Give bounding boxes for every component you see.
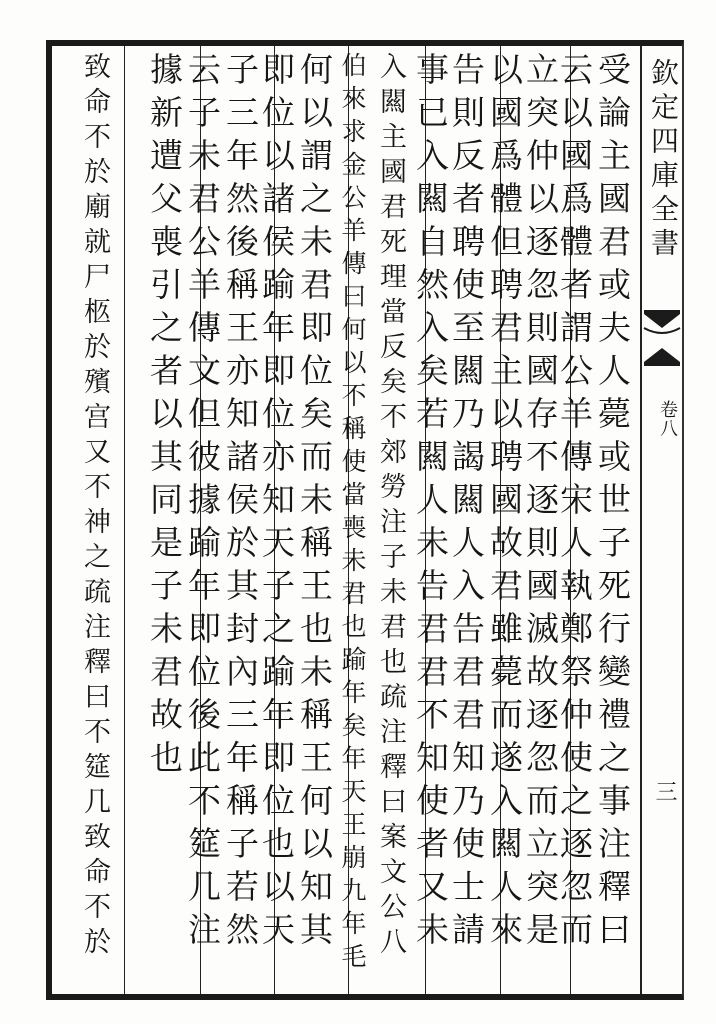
text-column-11: 子三年然後稱王亦知諸侯於其封內三年稱子若然 (221, 52, 260, 955)
text-column-2: 云以國爲體者謂公羊傳宋人執鄭祭仲使之逐忽而 (555, 52, 594, 955)
column-rule (124, 46, 125, 994)
text-column-7: 入闗主國君死理當反矣不郊勞注子未君也疏注釋曰案文公八 (375, 52, 406, 962)
text-column-3: 立突仲以逐忽則國存不逐則國滅故逐忽而立突是 (521, 52, 560, 955)
text-column-13: 據新遭父喪引之者以其同是子未君故也 (145, 52, 184, 783)
book-title: 欽定四庫全書 (647, 58, 680, 262)
text-column-4: 以國爲體但聘君主以聘國故君雖薨而遂入闗人來 (485, 52, 524, 955)
text-column-12: 云子未君公羊傳文但彼據踰年即位後此不筵几注 (183, 52, 222, 955)
text-column-8: 伯來求金公羊傳曰何以不稱使當喪未君也踰年矣年天王崩九年毛 (338, 52, 367, 976)
volume-label: 卷八 (657, 400, 678, 438)
text-column-1: 受論主國君或夫人薨或世子死行變禮之事注釋曰 (593, 52, 632, 955)
text-column-10: 即位以諸侯踰年即位亦知天子之踰年即位也以天 (257, 52, 296, 955)
text-column-9: 何以謂之未君即位矣而未稱王也未稱王何以知其 (295, 52, 334, 955)
text-column-14: 致命不於廟就尸柩於殯宫又不神之疏注釋曰不筵几致命不於 (79, 52, 110, 962)
text-column-6: 事已入闗自然入矣若闗人未告君君不知使者又未 (411, 52, 450, 955)
text-column-5: 告則反者聘使至闗乃謁闗人入告君君知乃使士請 (447, 52, 486, 955)
page-number: 三 (652, 780, 677, 802)
fish-tail-ornament-icon (642, 306, 682, 366)
